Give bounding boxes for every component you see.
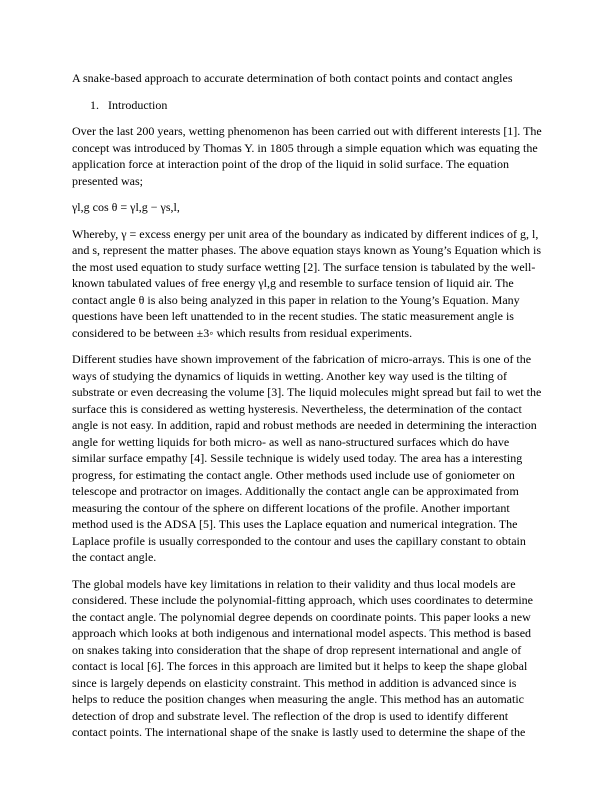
- section-heading: [72, 97, 542, 114]
- paragraph-4: The global models have key limitations in relation to their validity and thus local models are considered. These include the polynomial-fitting approach, which uses coordinates to determine the contact angle. The polynomial degree depends on coordinate points. This paper looks a new approach which looks at both indigenous and international model aspects. This method is based on snakes taking into consideration that the shape of drop represent international and angle of contact is local [6]. The forces in this approach are limited but it helps to keep the shape global since is largely depends on elasticity constraint. This method in addition is advanced since is helps to reduce the position changes when measuring the angle. This method has an automatic detection of drop and substrate level. The reflection of the drop is used to identify different contact points. The international shape of the snake is lastly used to determine the shape of the: [72, 576, 533, 739]
- document-title: A snake-based approach to accurate determination of both contact points and contact angles: [72, 71, 513, 85]
- young-equation: γl,g cos θ = γl,g − γs,l,: [72, 200, 180, 214]
- paragraph-3: Different studies have shown improvement of the fabrication of micro-arrays. This is one of the ways of studying the dynamics of liquids in wetting. Another key way used is the tilting of substrate or even decreasing the volume [3]. The liquid molecules might spread but fail to wet the surface this is considered as wetting hysteresis. Nevertheless, the determination of the contact angle is not easy. In addition, rapid and robust methods are needed in determining the interaction angle for wetting liquids for both micro- as well as nano-structured surfaces which do have similar surface empathy [4]. Sessile technique is widely used today. The area has a interesting progress, for estimating the contact angle. Other methods used include use of goniometer on telescope and protractor on images. Additionally the contact angle can be approximated from measuring the contour of the sphere on different locations of the profile. Another important method used is the ADSA [5]. This uses the Laplace equation and numerical integration. The Laplace profile is usually corresponded to the contour and uses the capillary constant to obtain the contact angle.: [72, 352, 542, 564]
- document-body: [72, 70, 542, 751]
- section-number: 1.: [90, 97, 99, 112]
- paragraph-2: Whereby, γ = excess energy per unit area of the boundary as indicated by different indices of g, l, and s, represent the matter phases. The above equation stays known as Young’s Equation which is the most used equation to study surface wetting [2]. The surface tension is tabulated by the well-known tabulated values of free energy γl,g and resemble to surface tension of liquid air. The contact angle θ is also being analyzed in this paper in relation to the Young’s Equation. Many questions have been left unattended to in the recent studies. The static measurement angle is considered to be between ±3◦ which results from residual experiments.: [72, 226, 542, 340]
- paragraph-1: Over the last 200 years, wetting phenomenon has been carried out with different interests [1]. The concept was introduced by Thomas Y. in 1805 through a simple equation which was equating the application force at interaction point of the drop of the liquid in solid surface. The equation presented was;: [72, 124, 542, 188]
- section-label: Introduction: [108, 97, 168, 112]
